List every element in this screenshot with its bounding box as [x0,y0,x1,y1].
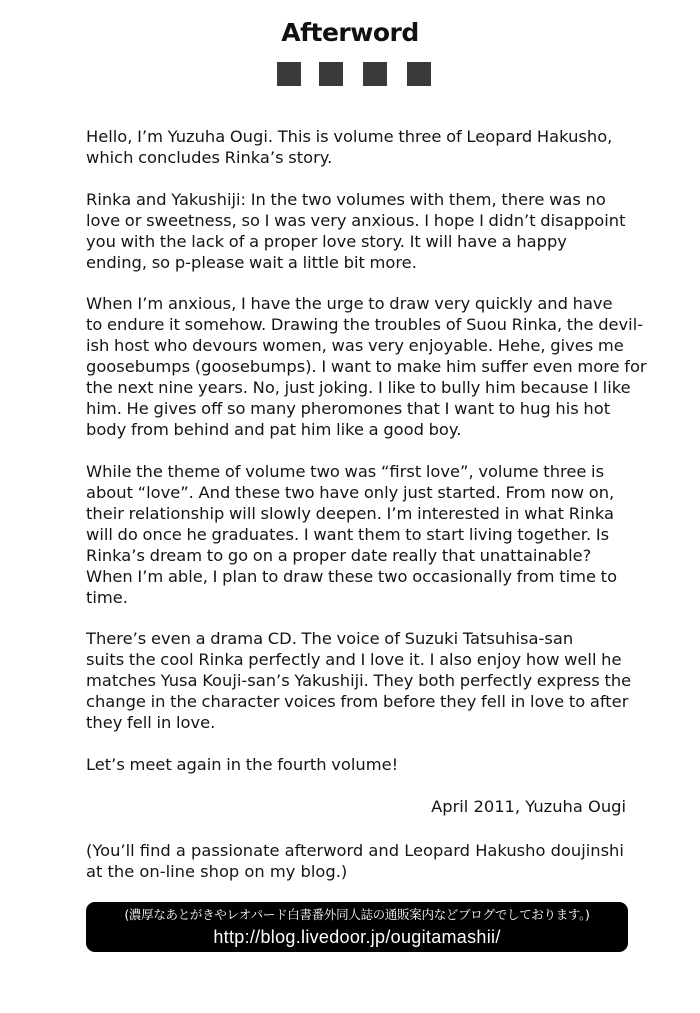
text-line: matches Yusa Kouji-san’s Yakushiji. They both perfectly express the [86,671,632,690]
text-line: they fell in love. [86,713,216,732]
text-line: There’s even a drama CD. The voice of Suzuki Tatsuhisa-san [86,629,574,648]
text-line: suits the cool Rinka perfectly and I love it. I also enjoy how well he [86,650,622,669]
text-line: time. [86,587,128,607]
afterword-body [86,126,647,795]
signature: April 2011, Yuzuha Ougi [431,797,626,816]
decoration-square [277,62,301,86]
text-line: about “love”. And these two have only just started. From now on, [86,482,615,502]
text-line: ending, so p-please wait a little bit more. [86,252,417,272]
paragraph-intro [86,126,632,168]
text-line: body from behind and pat him like a good boy. [86,420,462,439]
paragraph-anxious [86,293,647,440]
paragraph-drama-cd [86,628,632,733]
blog-note [86,840,646,882]
text-line: him. He gives off so many pheromones that I want to hug his hot [86,399,611,418]
text-line: the next nine years. No, just joking. I like to bully him because I like [86,378,631,397]
text-line: which concludes Rinka’s story. [86,148,333,167]
text-line: at the on-line shop on my blog.) [86,862,348,881]
decoration-square [363,62,387,86]
title-decoration [277,62,437,88]
text-line: Let’s meet again in the fourth volume! [86,754,399,774]
text-line: love or sweetness, so I was very anxious. I hope I didn’t disappoint [86,210,626,230]
text-line: ish host who devours women, was very enjoyable. Hehe, gives me [86,336,624,355]
paragraph-theme [86,461,632,608]
text-line: will do once he graduates. I want them to start living together. Is [86,524,610,544]
banner-japanese-text: (濃厚なあとがきやレオパード白書番外同人誌の通販案内などブログでしております。) [124,907,590,922]
blog-banner [86,902,628,952]
text-line: their relationship will slowly deepen. I’m interested in what Rinka [86,503,615,523]
text-line: to endure it somehow. Drawing the troubles of Suou Rinka, the devil- [86,315,644,334]
blog-url[interactable]: http://blog.livedoor.jp/ougitamashii/ [213,927,501,947]
text-line: (You’ll find a passionate afterword and Leopard Hakusho doujinshi [86,841,624,860]
paragraph-closing [86,754,632,775]
text-line: you with the lack of a proper love story. It will have a happy [86,231,567,251]
text-line: Rinka’s dream to go on a proper date really that unattainable? [86,545,592,565]
text-line: goosebumps (goosebumps). I want to make him suffer even more for [86,357,647,376]
decoration-square [407,62,431,86]
text-line: When I’m anxious, I have the urge to draw very quickly and have [86,294,613,313]
decoration-square [319,62,343,86]
paragraph-rinka-yakushiji [86,189,632,273]
page-title: Afterword [281,18,419,47]
text-line: Rinka and Yakushiji: In the two volumes with them, there was no [86,189,606,209]
text-line: Hello, I’m Yuzuha Ougi. This is volume three of Leopard Hakusho, [86,127,613,146]
text-line: When I’m able, I plan to draw these two occasionally from time to [86,566,618,586]
text-line: change in the character voices from before they fell in love to after [86,692,629,711]
text-line: While the theme of volume two was “first love”, volume three is [86,461,605,481]
